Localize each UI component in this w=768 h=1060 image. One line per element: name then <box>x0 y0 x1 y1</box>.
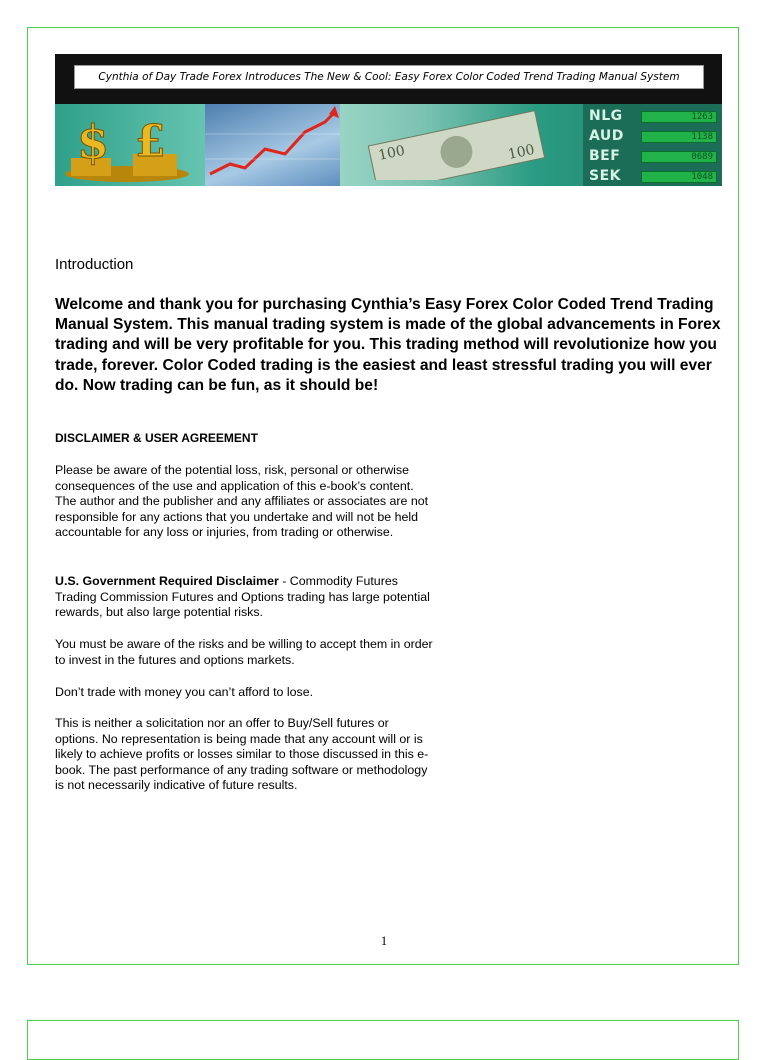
ticker-code: NLG <box>589 108 623 124</box>
page-number: 1 <box>380 934 388 948</box>
welcome-paragraph: Welcome and thank you for purchasing Cynthia’s Easy Forex Color Coded Trend Trading Manual System. This manual trading system is made of the global advancements in Forex trading and will be very profitable for you. This trading method will revolutionize how you trade, forever. Color Coded trading is the easiest and least stressful trading you will ever do. Now trading can be fun, as it should be! <box>55 296 721 394</box>
next-page-edge <box>27 1020 739 1060</box>
disclaimer-paragraph-5: This is neither a solicitation nor an offer to Buy/Sell futures or options. No representation is being made that any account will or is likely to achieve profits or losses similar to those discussed in this e-book. The past performance of any trading software or methodology is not necessarily indicative of future results. <box>55 716 429 793</box>
disclaimer-paragraph-1: Please be aware of the potential loss, risk, personal or otherwise consequences of the use and application of this e-book’s content. The author and the publisher and any affiliates or associates are not responsible for any actions that you undertake and will not be held accountable for any loss or injuries, from trading or otherwise. <box>55 463 429 540</box>
svg-text:100: 100 <box>376 142 407 164</box>
disclaimer-heading: DISCLAIMER & USER AGREEMENT <box>55 431 258 445</box>
header-banner <box>55 54 722 186</box>
ticker-value: 1138 <box>641 131 717 143</box>
ticker-code: BEF <box>589 148 621 164</box>
svg-text:100: 100 <box>506 141 537 163</box>
ticker-value: 1263 <box>641 111 717 123</box>
introduction-heading: Introduction <box>55 256 134 273</box>
ticker-code: AUD <box>589 128 624 144</box>
disclaimer-paragraph-4: Don’t trade with money you can’t afford to lose. <box>55 685 314 699</box>
ticker-row <box>589 128 721 146</box>
ticker-row <box>589 168 721 186</box>
government-disclaimer-paragraph <box>55 574 435 621</box>
ticker-code: SEK <box>589 168 621 184</box>
ticker-value: 1048 <box>641 171 717 183</box>
trading-chart-image <box>205 104 340 186</box>
svg-text:£: £ <box>135 116 166 167</box>
disclaimer-paragraph-3: You must be aware of the risks and be willing to accept them in order to invest in the futures and options markets. <box>55 637 433 667</box>
dollar-bills-icon <box>340 110 570 180</box>
gold-currency-symbols-icon <box>63 108 191 182</box>
government-disclaimer-title: U.S. Government Required Disclaimer <box>55 574 279 588</box>
ticker-value: 0689 <box>641 151 717 163</box>
government-disclaimer-text: - Commodity Futures Trading Commission Futures and Options trading has large potential rewards, but also large potential risks. <box>55 574 430 620</box>
svg-text:$: $ <box>77 115 110 169</box>
document-page <box>27 27 739 965</box>
banner-title: Cynthia of Day Trade Forex Introduces The New & Cool: Easy Forex Color Coded Trend Trading Manual System <box>74 65 704 89</box>
ticker-row <box>589 148 721 166</box>
currency-ticker <box>583 104 722 186</box>
banner-artwork <box>55 104 722 186</box>
ticker-row <box>589 108 721 126</box>
